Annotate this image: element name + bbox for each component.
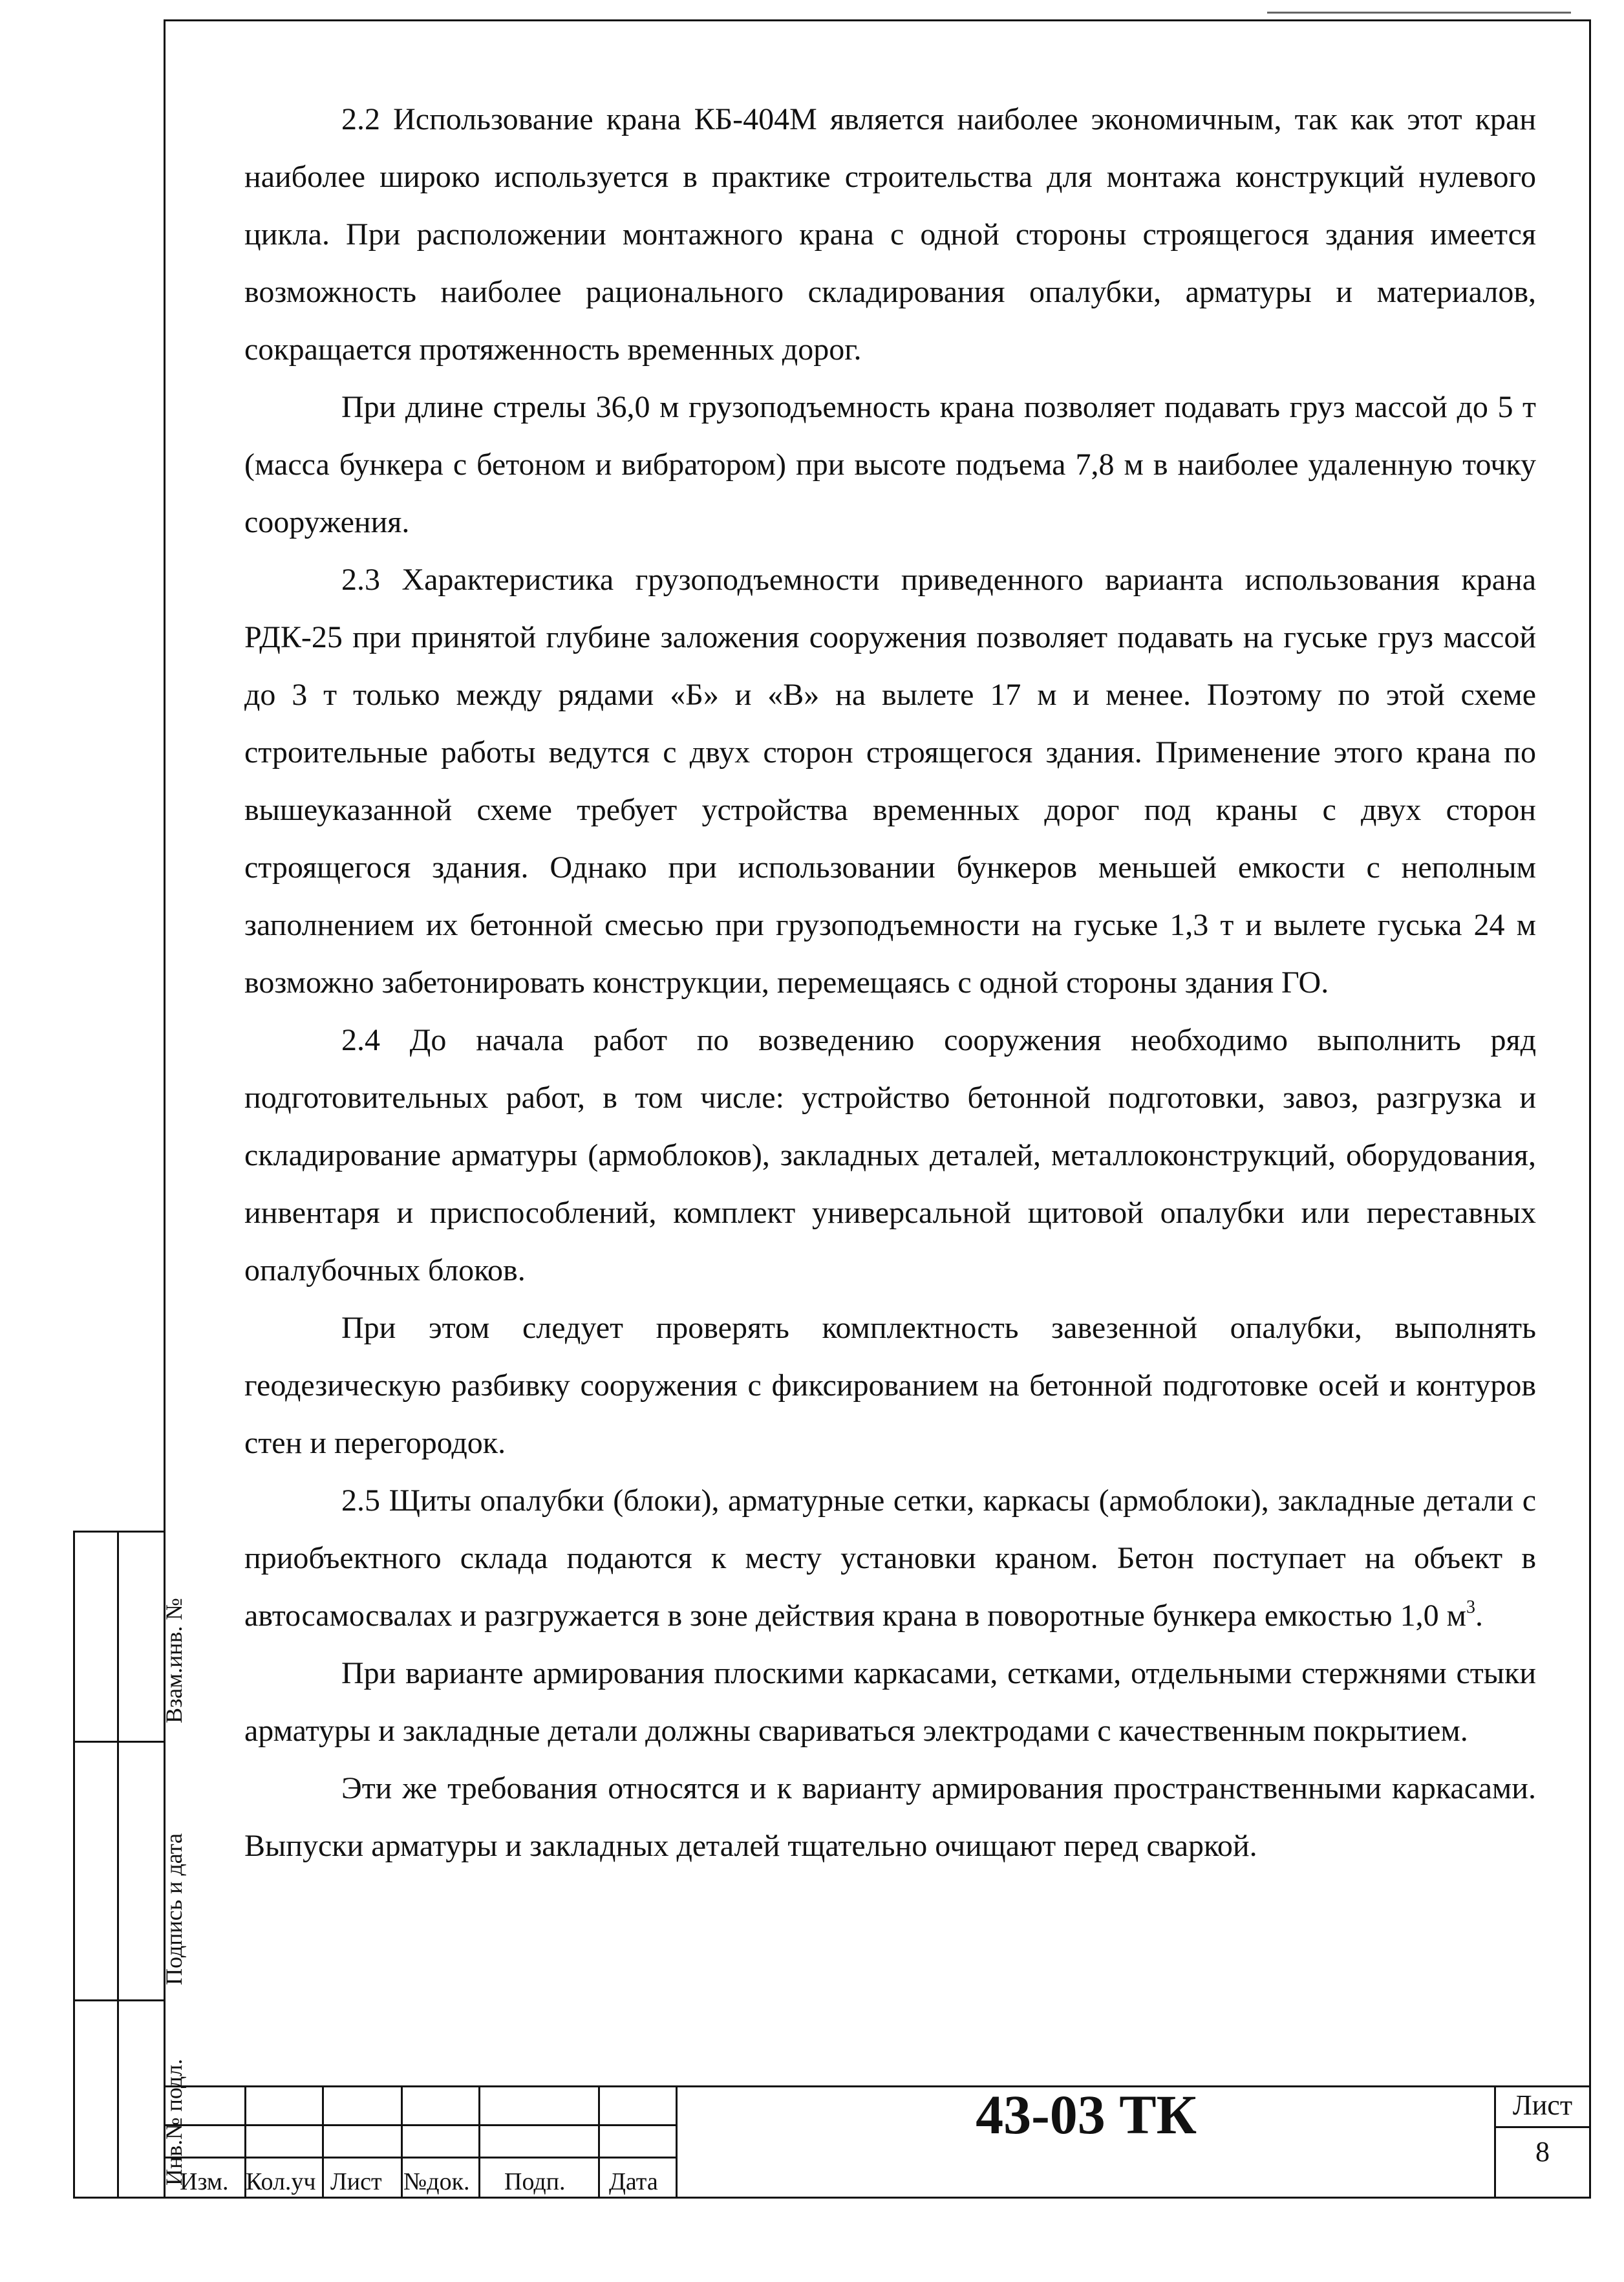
side-stamp — [73, 1531, 187, 2199]
side-stamp-row-line — [75, 1741, 166, 1743]
paragraph-2-5-text: 2.5 Щиты опалубки (блоки), арматурные сетки, каркасы (армоблоки), закладные детали с приобъектного склада подаются к месту установки краном. Бетон поступает на объект в автосамосвалах и разгружается в зоне действия крана в поворотные бункера емкостью 1,0 м — [244, 1483, 1536, 1633]
header-count: Кол.уч — [246, 2168, 316, 2195]
sheet-number: 8 — [1535, 2136, 1550, 2168]
paragraph-welding: При варианте армирования плоскими каркасами, сетками, отдельными стержнями стыки арматуры и закладные детали должны свариваться электродами с качественным покрытием. — [244, 1656, 1536, 1748]
header-change: Изм. — [180, 2168, 229, 2195]
paragraph-2-5 — [244, 1472, 1536, 1644]
replaced-inv-label: Взам.инв. № — [161, 1598, 187, 1723]
header-doc-number: №док. — [403, 2168, 470, 2195]
title-block-col-line — [322, 2085, 324, 2199]
signature-date-label: Подпись и дата — [161, 1833, 187, 1985]
document-code: 43-03 ТК — [976, 2083, 1197, 2146]
paragraph-2-3: 2.3 Характеристика грузоподъемности приведенного варианта использования крана РДК-25 при принятой глубине заложения сооружения позволяет подавать на гуське груз массой до 3 т только между рядами «Б» и «В» на вылете 17 м и менее. Поэтому по этой схеме строительные работы ведутся с двух сторон строящегося здания. Применение этого крана по вышеуказанной схеме требует устройства временных дорог под краны с двух сторон строящегося здания. Однако при использовании бункеров меньшей емкости с неполным заполнением их бетонной смесью при грузоподъемности на гуське 1,3 т и вылете гуська 24 м возможно забетонировать конструкции, перемещаясь с одной стороны здания ГО. — [244, 563, 1536, 1000]
sheet-cell-line — [1494, 2126, 1591, 2128]
sheet-label: Лист — [1512, 2089, 1573, 2121]
body-text — [244, 91, 1536, 1875]
paragraph-formwork-check: При этом следует проверять комплектность завезенной опалубки, выполнять геодезическую разбивку сооружения с фиксированием на бетонной подготовке осей и контуров стен и перегородок. — [244, 1311, 1536, 1460]
paragraph-boom-length: При длине стрелы 36,0 м грузоподъемность крана позволяет подавать груз массой до 5 т (масса бункера с бетоном и вибратором) при высоте подъема 7,8 м в наиболее удаленную точку сооружения. — [244, 390, 1536, 539]
paragraph-2-5-tail: . — [1475, 1598, 1484, 1633]
cubic-superscript: 3 — [1466, 1597, 1476, 1617]
original-inv-label: Инв.№ подл. — [161, 2058, 187, 2186]
paragraph-spatial-frames: Эти же требования относятся и к варианту армирования пространственными каркасами. Выпуски арматуры и закладных деталей тщательно очищают перед сваркой. — [244, 1771, 1536, 1863]
title-block-col-line — [401, 2085, 403, 2199]
top-edge-line — [1267, 12, 1571, 14]
header-signature: Подп. — [504, 2168, 566, 2195]
header-sheet: Лист — [330, 2168, 382, 2195]
side-stamp-row-line — [75, 1999, 166, 2001]
paragraph-2-2: 2.2 Использование крана КБ-404М является наиболее экономичным, так как этот кран наиболее широко используется в практике строительства для монтажа конструкций нулевого цикла. При расположении монтажного крана с одной стороны строящегося здания имеется возможность наиболее рационального складирования опалубки, арматуры и материалов, сокращается протяженность временных дорог. — [244, 102, 1536, 367]
header-date: Дата — [609, 2168, 658, 2195]
paragraph-2-4: 2.4 До начала работ по возведению сооружения необходимо выполнить ряд подготовительных работ, в том числе: устройство бетонной подготовки, завоз, разгрузка и складирование арматуры (армоблоков), закладных деталей, металлоконструкций, оборудования, инвентаря и приспособлений, комплект универсальной щитовой опалубки или переставных опалубочных блоков. — [244, 1023, 1536, 1287]
title-block-col-line — [478, 2085, 480, 2199]
side-stamp-divider — [117, 1533, 119, 2197]
title-block-col-line — [598, 2085, 600, 2199]
